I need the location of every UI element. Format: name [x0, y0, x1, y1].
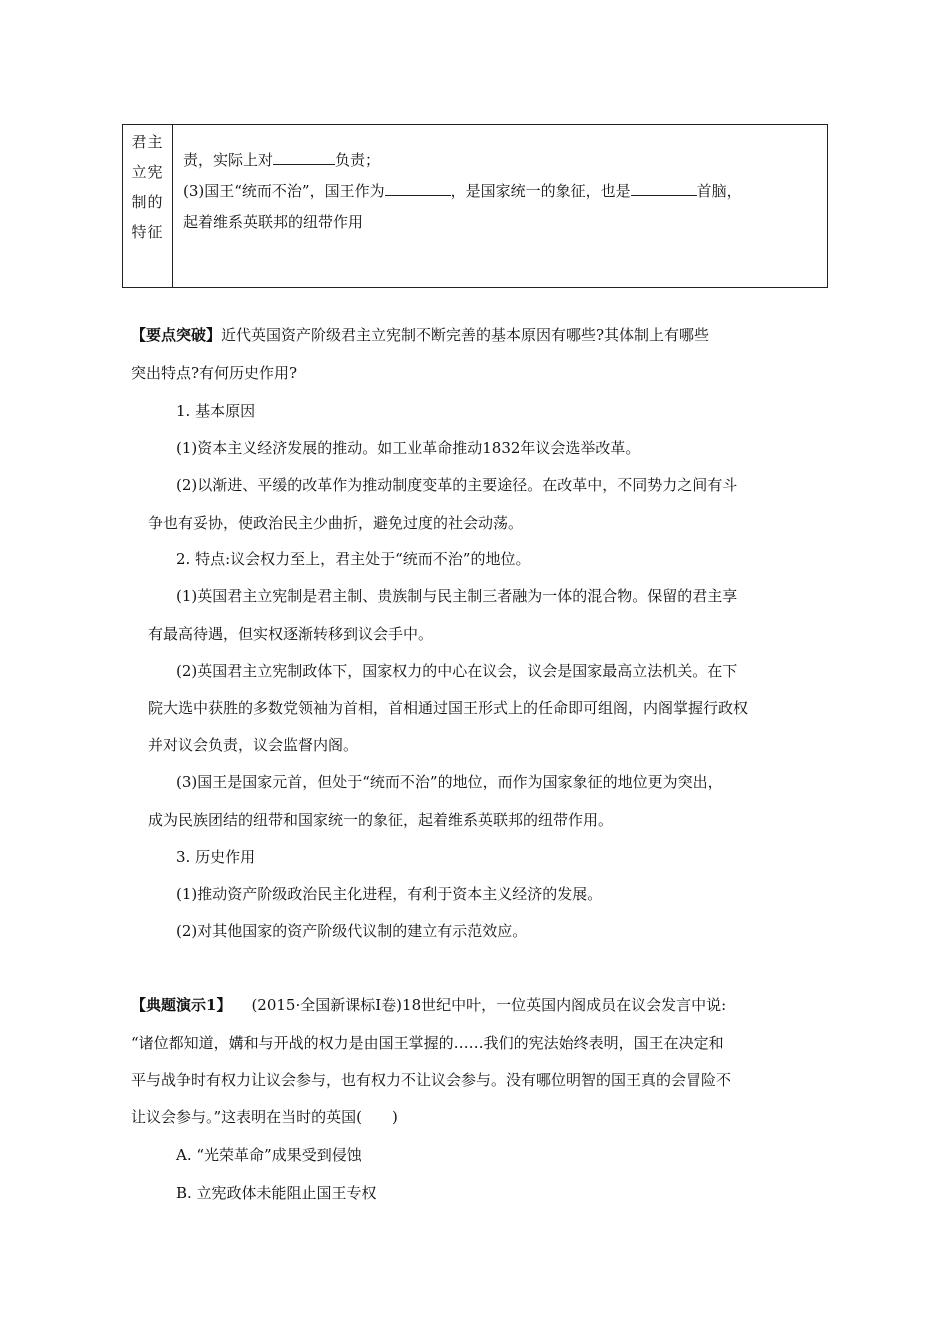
paragraph-cont: 争也有妥协，使政治民主少曲折，避免过度的社会动荡。: [148, 514, 524, 532]
fill-blank[interactable]: [385, 180, 451, 196]
paragraph: (2)以渐进、平缓的改革作为推动制度变革的主要途径。在改革中，不同势力之间有斗: [176, 476, 738, 494]
paragraph-cont: 院大选中获胜的多数党领袖为首相，首相通过国王形式上的任命即可组阁，内阁掌握行政权: [148, 699, 749, 717]
answer-option-a[interactable]: A. “光荣革命”成果受到侵蚀: [176, 1146, 362, 1164]
table-row-label: [123, 125, 173, 287]
fill-blank[interactable]: [273, 149, 335, 165]
paragraph-cont: 有最高待遇，但实权逐渐转移到议会手中。: [148, 625, 434, 643]
section-tag: 【典题演示1】: [131, 996, 232, 1014]
heading-historical-role: 3. 历史作用: [176, 848, 256, 866]
keypoints-question: [131, 321, 801, 350]
table-line: [183, 145, 819, 176]
heading-basic-reasons: 1. 基本原因: [176, 402, 256, 420]
example-question-line: “诸位都知道，媾和与开战的权力是由国王掌握的……我们的宪法始终表明，国王在决定和: [131, 1034, 724, 1052]
text: 负责；: [335, 151, 381, 169]
paragraph-cont: 成为民族团结的纽带和国家统一的象征，起着维系英联邦的纽带作用。: [148, 811, 614, 829]
answer-option-b[interactable]: B. 立宪政体未能阻止国王专权: [176, 1184, 377, 1202]
row-label-part: 制的: [131, 193, 164, 211]
table-line: [183, 207, 819, 238]
example-question-line: 让议会参与。”这表明在当时的英国( ): [131, 1108, 398, 1126]
question-text: 近代英国资产阶级君主立宪制不断完善的基本原因有哪些?其体制上有哪些: [221, 326, 710, 344]
text: 首脑，: [696, 182, 742, 200]
text: ，是国家统一的象征，也是: [450, 182, 631, 200]
paragraph: (3)国王是国家元首，但处于“统而不治”的地位，而作为国家象征的地位更为突出，: [176, 773, 723, 791]
heading-features: 2. 特点:议会权力至上，君主处于“统而不治”的地位。: [176, 550, 531, 568]
row-label-part: 立宪: [131, 163, 164, 181]
section-tag: 【要点突破】: [131, 326, 222, 344]
row-label-part: 特征: [131, 223, 164, 241]
row-label-part: 君主: [131, 133, 164, 151]
paragraph: (1)英国君主立宪制是君主制、贵族制与民主制三者融为一体的混合物。保留的君主享: [176, 587, 738, 605]
table-content-cell: [173, 125, 827, 287]
paragraph: (2)对其他国家的资产阶级代议制的建立有示范效应。: [176, 922, 528, 940]
table-line: [183, 176, 819, 207]
constitutional-monarchy-table: [122, 124, 828, 288]
keypoints-question-cont: 突出特点?有何历史作用?: [131, 364, 298, 382]
text: 责，实际上对: [183, 151, 274, 169]
text: (3)国王“统而不治”，国王作为: [183, 182, 385, 200]
paragraph: (1)推动资产阶级政治民主化进程，有利于资本主义经济的发展。: [176, 885, 603, 903]
text: 起着维系英联邦的纽带作用: [183, 213, 364, 231]
example-question-line: [131, 991, 801, 1020]
question-text: (2015·全国新课标Ⅰ卷)18世纪中叶，一位英国内阁成员在议会发言中说:: [251, 996, 727, 1014]
example-question-line: 平与战争时有权力让议会参与，也有权力不让议会参与。没有哪位明智的国王真的会冒险不: [131, 1071, 732, 1089]
paragraph: (1)资本主义经济发展的推动。如工业革命推动1832年议会选举改革。: [176, 439, 641, 457]
paragraph-cont: 并对议会负责，议会监督内阁。: [148, 736, 359, 754]
paragraph: (2)英国君主立宪制政体下，国家权力的中心在议会，议会是国家最高立法机关。在下: [176, 662, 738, 680]
fill-blank[interactable]: [631, 180, 697, 196]
